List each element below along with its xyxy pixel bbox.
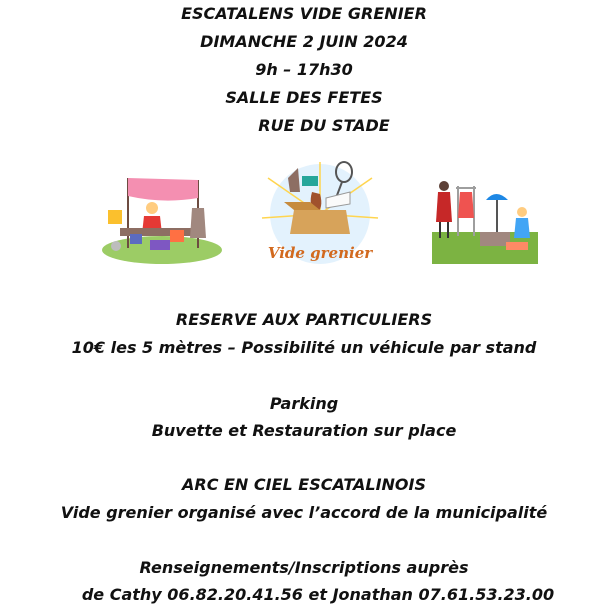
event-street: RUE DU STADE [258,116,390,135]
event-hours: 9h – 17h30 [255,60,353,79]
event-venue: SALLE DES FETES [225,88,383,107]
association-name: ARC EN CIEL ESCATALINOIS [181,475,426,494]
price-info: 10€ les 5 mètres – Possibilité un véhicule par stand [71,338,537,357]
contact-phones: de Cathy 06.82.20.41.56 et Jonathan 07.61.53.23.00 [81,585,555,604]
market-stall-image [100,168,225,268]
parking-info: Parking [269,394,339,413]
organized-note: Vide grenier organisé avec l’accord de la municipalité [60,503,548,522]
event-title: ESCATALENS VIDE GRENIER [181,4,427,23]
event-date: DIMANCHE 2 JUIN 2024 [200,32,408,51]
buvette-info: Buvette et Restauration sur place [151,421,457,440]
contact-title: Renseignements/Inscriptions auprès [139,558,469,577]
shoppers-image [430,172,540,266]
vide-grenier-box-image [258,158,382,270]
vide-grenier-label: Vide grenier [267,244,373,262]
reserve-notice: RESERVE AUX PARTICULIERS [175,310,433,329]
